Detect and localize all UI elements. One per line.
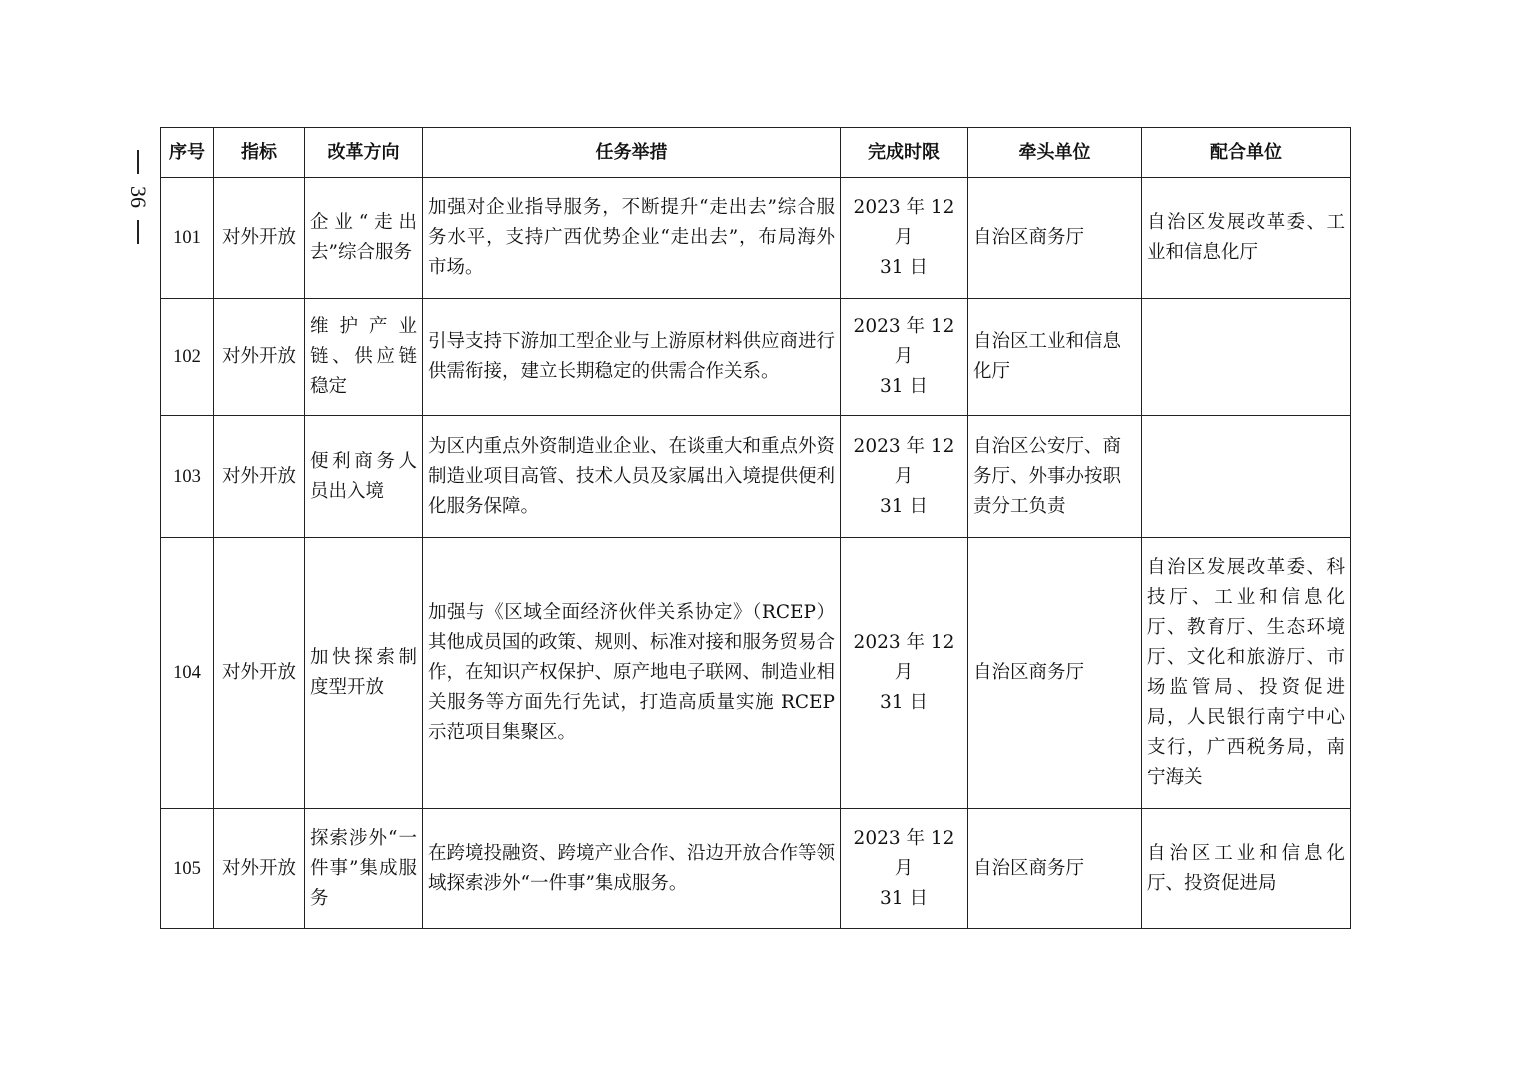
cell-task: 加强与《区域全面经济伙伴关系协定》（RCEP）其他成员国的政策、规则、标准对接和服务贸易合作，在知识产权保护、原产地电子联网、制造业相关服务等方面先行先试，打造高质量实施 RCEP 示范项目集聚区。 — [423, 538, 841, 809]
cell-direction: 加快探索制度型开放 — [305, 538, 423, 809]
table-row — [161, 416, 1351, 538]
cell-deadline — [841, 178, 968, 299]
cell-direction: 探索涉外“一件事”集成服务 — [305, 809, 423, 929]
cell-no: 103 — [161, 416, 214, 538]
cell-cooperate — [1142, 299, 1351, 416]
cell-task: 在跨境投融资、跨境产业合作、沿边开放合作等领域探索涉外“一件事”集成服务。 — [423, 809, 841, 929]
cell-lead: 自治区商务厅 — [968, 538, 1142, 809]
cell-no: 101 — [161, 178, 214, 299]
cell-deadline — [841, 538, 968, 809]
page-number-text: 36 — [126, 186, 151, 208]
deadline-line2: 31 日 — [880, 692, 928, 713]
cell-indicator: 对外开放 — [214, 809, 305, 929]
page-number — [118, 150, 158, 260]
deadline-line1: 2023 年 12 月 — [853, 316, 955, 367]
cell-cooperate: 自治区发展改革委、工业和信息化厅 — [1142, 178, 1351, 299]
cell-indicator: 对外开放 — [214, 178, 305, 299]
cell-lead: 自治区商务厅 — [968, 178, 1142, 299]
cell-indicator: 对外开放 — [214, 416, 305, 538]
cell-deadline — [841, 299, 968, 416]
deadline-line1: 2023 年 12 月 — [853, 827, 955, 879]
page-number-dash-bottom — [137, 220, 139, 244]
cell-cooperate — [1142, 416, 1351, 538]
page-number-dash-top — [137, 150, 139, 174]
cell-no: 105 — [161, 809, 214, 929]
header-no: 序号 — [161, 128, 214, 178]
cell-direction: 便利商务人员出入境 — [305, 416, 423, 538]
cell-deadline — [841, 809, 968, 929]
cell-indicator: 对外开放 — [214, 299, 305, 416]
cell-direction: 企业“走出去”综合服务 — [305, 178, 423, 299]
table-row — [161, 178, 1351, 299]
table-row — [161, 538, 1351, 809]
deadline-line2: 31 日 — [880, 376, 928, 397]
cell-cooperate: 自治区工业和信息化厅、投资促进局 — [1142, 809, 1351, 929]
deadline-line1: 2023 年 12 月 — [853, 632, 955, 683]
cell-no: 102 — [161, 299, 214, 416]
cell-cooperate: 自治区发展改革委、科技厅、工业和信息化厅、教育厅、生态环境厅、文化和旅游厅、市场监管局、投资促进局，人民银行南宁中心支行，广西税务局，南宁海关 — [1142, 538, 1351, 809]
header-task: 任务举措 — [423, 128, 841, 178]
table-row — [161, 299, 1351, 416]
cell-no: 104 — [161, 538, 214, 809]
table-header-row — [161, 128, 1351, 178]
cell-task: 为区内重点外资制造业企业、在谈重大和重点外资制造业项目高管、技术人员及家属出入境提供便利化服务保障。 — [423, 416, 841, 538]
deadline-line1: 2023 年 12 月 — [853, 197, 955, 248]
deadline-line2: 31 日 — [880, 887, 928, 909]
cell-lead: 自治区工业和信息化厅 — [968, 299, 1142, 416]
task-table — [160, 127, 1351, 929]
deadline-line2: 31 日 — [880, 257, 928, 278]
cell-indicator: 对外开放 — [214, 538, 305, 809]
header-indicator: 指标 — [214, 128, 305, 178]
header-cooperate: 配合单位 — [1142, 128, 1351, 178]
cell-task: 加强对企业指导服务，不断提升“走出去”综合服务水平，支持广西优势企业“走出去”，布局海外市场。 — [423, 178, 841, 299]
table-row — [161, 809, 1351, 929]
cell-deadline — [841, 416, 968, 538]
header-deadline: 完成时限 — [841, 128, 968, 178]
cell-direction: 维护产业链、供应链稳定 — [305, 299, 423, 416]
header-lead: 牵头单位 — [968, 128, 1142, 178]
cell-lead: 自治区公安厅、商务厅、外事办按职责分工负责 — [968, 416, 1142, 538]
header-direction: 改革方向 — [305, 128, 423, 178]
cell-lead: 自治区商务厅 — [968, 809, 1142, 929]
cell-task: 引导支持下游加工型企业与上游原材料供应商进行供需衔接，建立长期稳定的供需合作关系。 — [423, 299, 841, 416]
deadline-line1: 2023 年 12 月 — [853, 435, 955, 487]
deadline-line2: 31 日 — [880, 495, 928, 517]
